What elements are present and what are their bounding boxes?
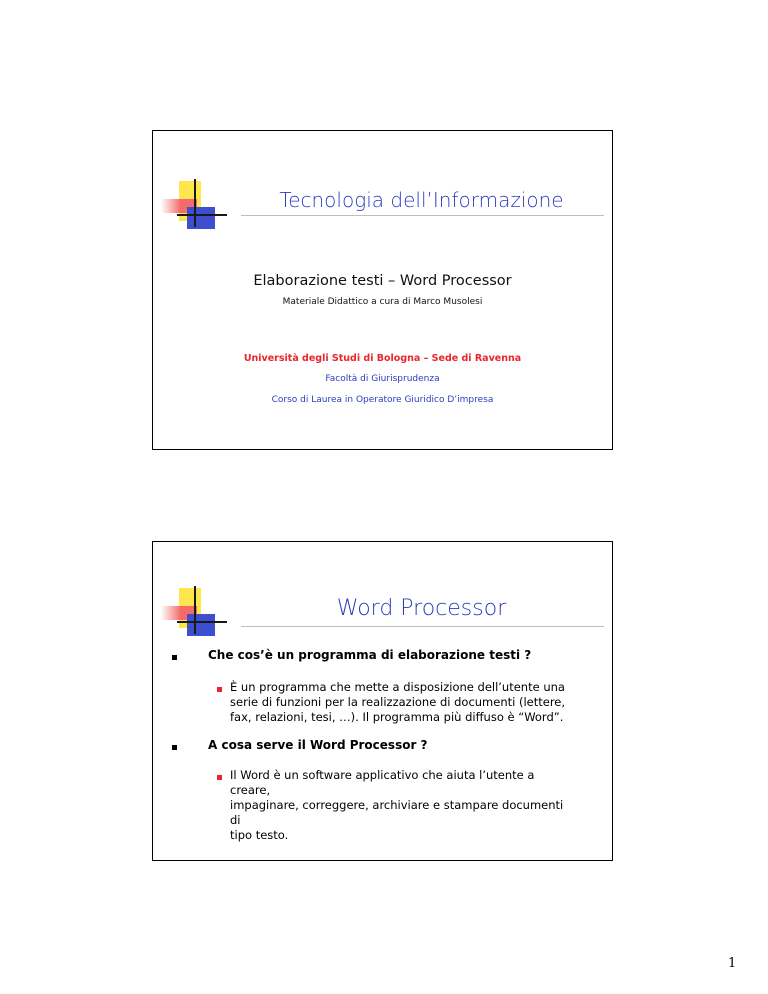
answer-2-line-3: tipo testo. [230, 828, 289, 842]
slide-2-title: Word Processor [336, 596, 507, 621]
faculty-name: Facoltà di Giurisprudenza [325, 374, 440, 384]
deco-horizontal-line [177, 621, 227, 623]
answer-2-line-1: Il Word è un software applicativo che aiuta l’utente a creare, [230, 768, 535, 797]
title-rule [241, 215, 604, 216]
deco-blue-block [187, 207, 215, 229]
deco-vertical-line [194, 586, 196, 634]
university-name: Università degli Studi di Bologna – Sede di Ravenna [243, 353, 522, 364]
question-1: Che cos’è un programma di elaborazione testi ? [208, 648, 532, 662]
slide-2 [152, 541, 613, 861]
slide-1 [152, 130, 613, 450]
question-2: A cosa serve il Word Processor ? [208, 738, 428, 752]
slide-logo-decoration [157, 179, 227, 239]
slide-1-author: Materiale Didattico a cura di Marco Musolesi [282, 297, 483, 307]
slide-1-title: Tecnologia dell’Informazione [279, 188, 564, 212]
course-name: Corso di Laurea in Operatore Giuridico D’impresa [271, 395, 494, 405]
sub-bullet-icon [217, 687, 222, 692]
slide-1-subtitle: Elaborazione testi – Word Processor [253, 273, 512, 289]
deco-horizontal-line [177, 214, 227, 216]
sub-bullet-icon [217, 775, 222, 780]
page-number: 1 [728, 956, 737, 971]
slide-logo-decoration [157, 586, 227, 646]
deco-vertical-line [194, 179, 196, 227]
deco-blue-block [187, 614, 215, 636]
bullet-icon [172, 745, 177, 750]
title-rule [241, 626, 604, 627]
answer-1 [230, 680, 570, 725]
bullet-icon [172, 655, 177, 660]
answer-2-line-2: impaginare, correggere, archiviare e stampare documenti di [230, 798, 564, 827]
answer-2 [230, 768, 570, 843]
answer-1-line-3: fax, relazioni, tesi, …). Il programma più diffuso è “Word”. [230, 710, 564, 724]
answer-1-line-2: serie di funzioni per la realizzazione di documenti (lettere, [230, 695, 566, 709]
answer-1-line-1: È un programma che mette a disposizione dell’utente una [230, 680, 565, 694]
